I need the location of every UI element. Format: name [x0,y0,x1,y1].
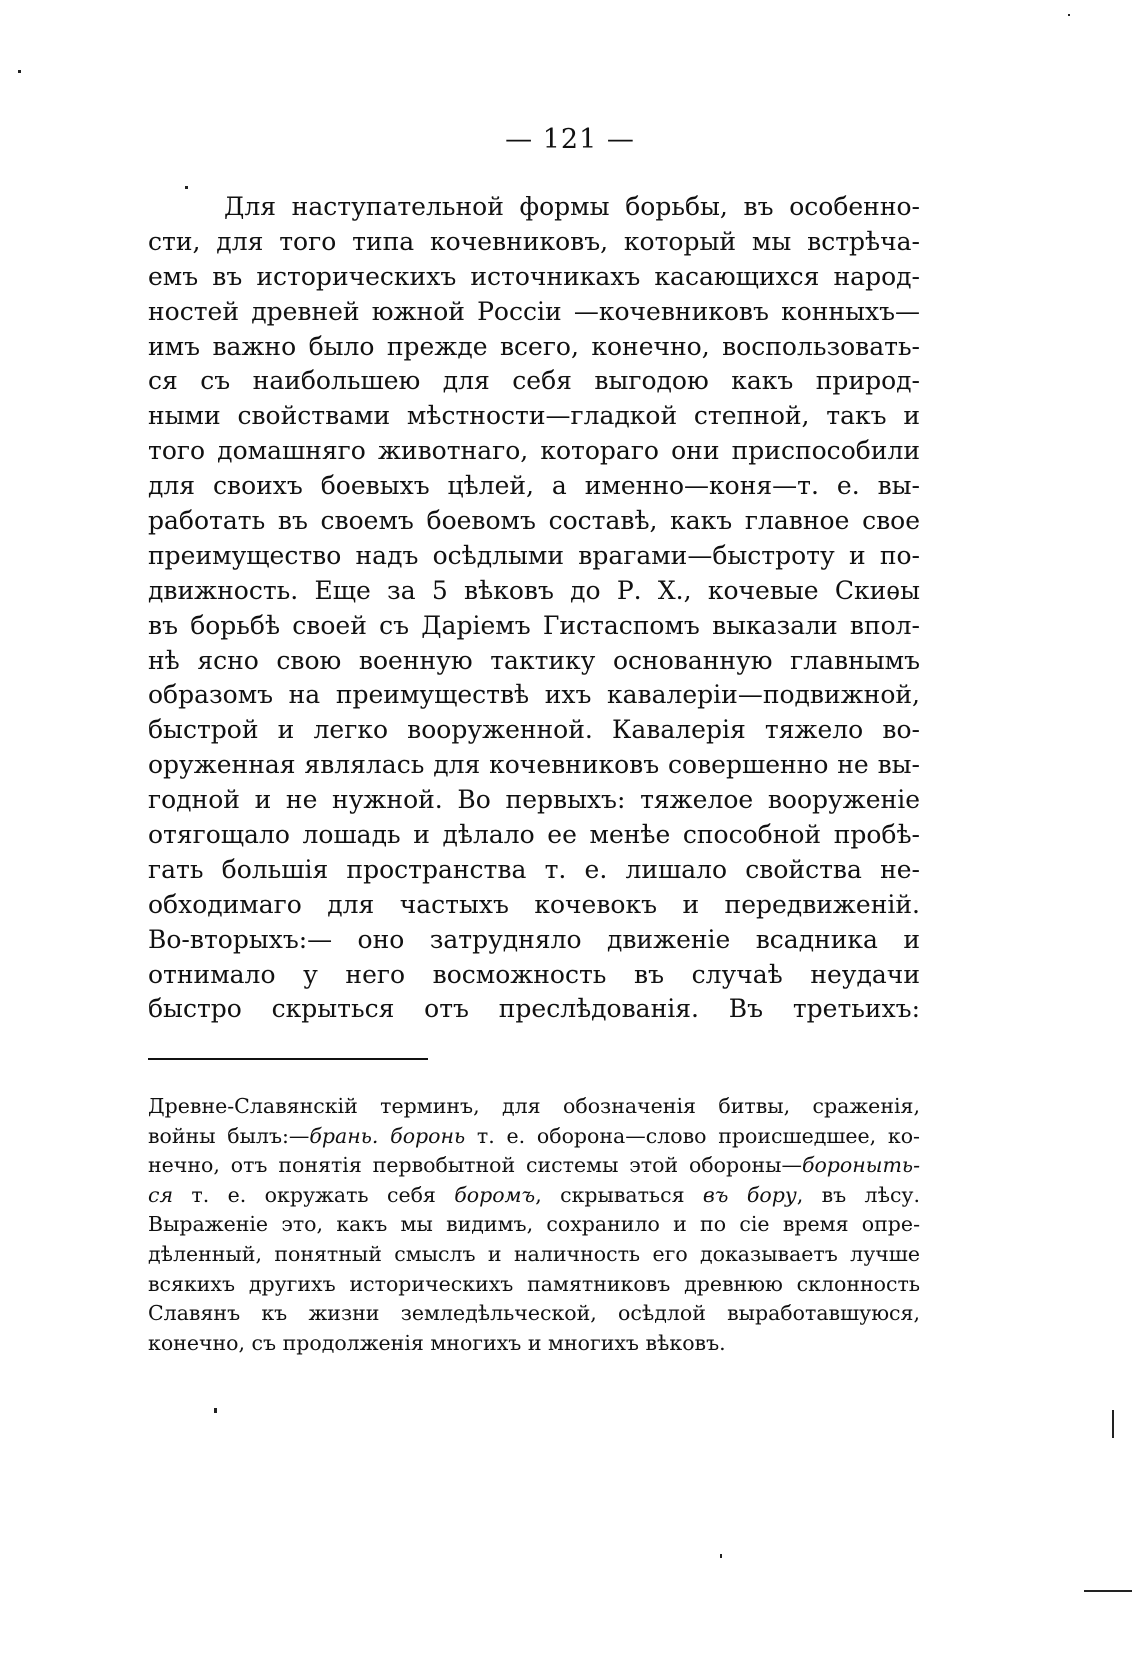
text-line: годной и не нужной. Во первыхъ: тяжелое вооруженіе [148,785,920,815]
text-line: отягощало лошадь и дѣлало ее менѣе способной пробѣ- [148,820,920,850]
footnote-text: , скрываться [535,1182,703,1207]
footnote-italic: брань. боронь [309,1123,466,1148]
footnote-text: т. е. окружать себя [173,1182,455,1207]
scan-speck [720,1554,722,1558]
footnote-line [148,1122,920,1152]
scan-speck [1068,14,1070,16]
text-line: Для наступательной формы борьбы, въ особенно- [224,192,920,221]
footnote-line [148,1151,920,1181]
footnote-line: Славянъ къ жизни земледѣльческой, осѣдлой выработавшуюся, [148,1301,920,1326]
footnote-italic: въ бору [702,1182,797,1207]
main-text [148,190,920,1027]
footnote-text: , въ лѣсу. [796,1182,920,1207]
text-line: быстро скрыться отъ преслѣдованія. Въ третьихъ: [148,994,920,1024]
text-line: въ борьбѣ своей съ Даріемъ Гистаспомъ выказали впол- [148,610,920,640]
text-line: обходимаго для частыхъ кочевокъ и передвиженій. [148,889,920,919]
footnote-line: Выраженіе это, какъ мы видимъ, сохранило и по сіе время опре- [148,1212,920,1237]
text-line: сти, для того типа кочевниковъ, который мы встрѣча- [148,226,920,256]
footnote-line [148,1181,920,1211]
scan-speck [1084,1590,1132,1592]
text-line: ными свойствами мѣстности—гладкой степной, такъ и [148,401,920,431]
text-line: образомъ на преимуществѣ ихъ кавалеріи—подвижной, [148,680,920,710]
footnote-text: нечно, отъ понятія первобытной системы этой обороны— [148,1153,802,1178]
footnote-text: войны былъ:— [148,1123,310,1148]
text-line: имъ важно было прежде всего, конечно, воспользовать- [148,331,920,361]
text-line: нѣ ясно свою военную тактику основанную главнымъ [148,645,920,675]
footnote-italic: бороныть- [801,1153,920,1178]
text-line: быстрой и легко вооруженной. Кавалерія тяжело во- [148,715,920,745]
footnote [148,1092,920,1358]
text-line: ностей древней южной Россіи —кочевниковъ конныхъ— [148,296,920,326]
footnote-italic: боромъ [454,1182,536,1207]
text-line: оруженная являлась для кочевниковъ совершенно не вы- [148,750,920,780]
footnote-italic: ся [148,1182,174,1207]
scan-speck [18,70,21,73]
footnote-line: конечно, съ продолженія многихъ и многихъ вѣковъ. [148,1330,726,1355]
footnote-line: всякихъ другихъ историческихъ памятниковъ древнюю склонность [148,1271,920,1296]
text-line: ся съ наибольшею для себя выгодою какъ природ- [148,366,920,396]
text-line: емъ въ историческихъ источникахъ касающихся народ- [148,261,920,291]
footnote-line: дѣленный, понятный смыслъ и наличность его доказываетъ лучше [148,1241,920,1266]
text-line: работать въ своемъ боевомъ составѣ, какъ главное свое [148,506,920,536]
text-line: движность. Еще за 5 вѣковъ до Р. Х., кочевые Скиѳы [148,575,920,605]
text-line: того домашняго животнаго, котораго они приспособили [148,436,920,466]
scan-speck [214,1408,217,1413]
scan-speck [1112,1410,1114,1438]
text-line: преимущество надъ осѣдлыми врагами—быстроту и по- [148,540,920,570]
scan-speck [185,186,188,189]
text-line: Во-вторыхъ:— оно затрудняло движеніе всадника и [148,924,920,954]
footnote-divider [148,1058,428,1060]
footnote-line: Древне-Славянскій терминъ, для обозначенія битвы, сраженія, [148,1094,920,1118]
text-line: отнимало у него восможность въ случаѣ неудачи [148,959,920,989]
text-line: для своихъ боевыхъ цѣлей, а именно—коня—т. е. вы- [148,471,920,501]
page-number: — 121 — [505,124,635,155]
footnote-text: т. е. оборона—слово происшедшее, ко- [465,1123,920,1148]
text-line: гать большія пространства т. е. лишало свойства не- [148,854,920,884]
